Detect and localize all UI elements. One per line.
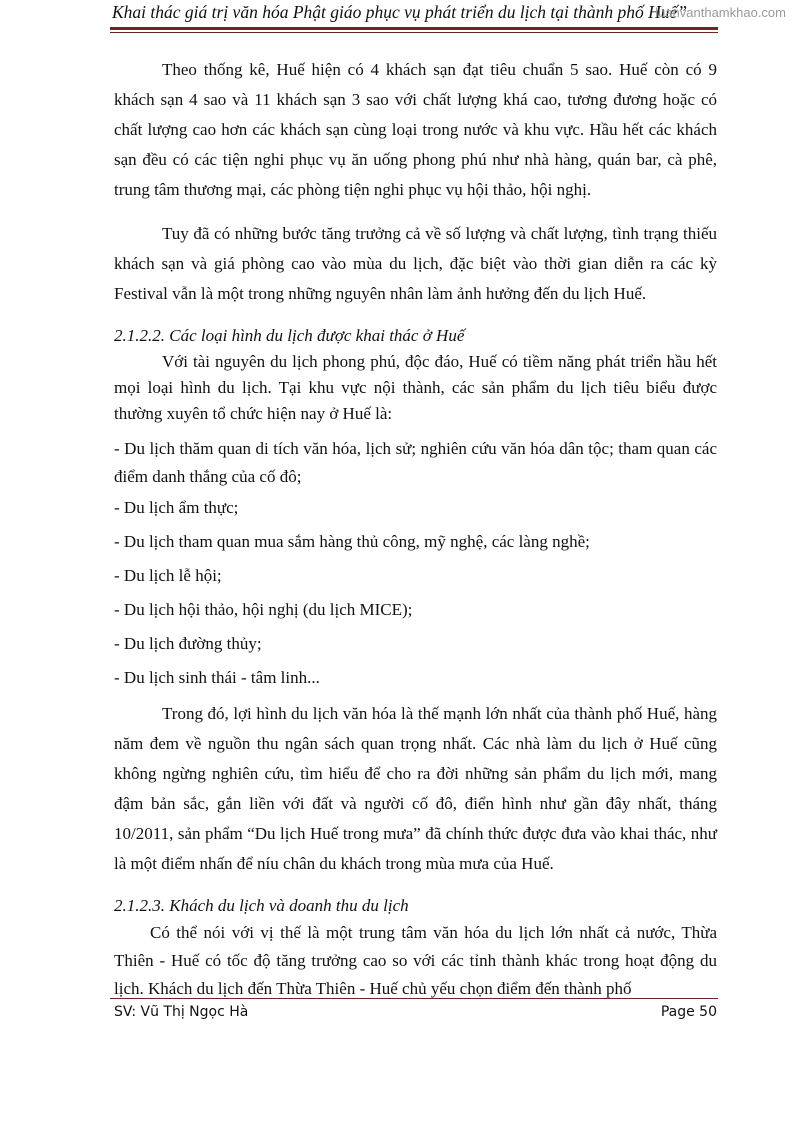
paragraph-visitors: Có thể nói với vị thế là một trung tâm văn hóa du lịch lớn nhất cả nước, Thừa Thiên - Huế có tốc độ tăng trưởng cao so với các tỉnh thành khác trong hoạt động du lịch. Khách du lịch đến Thừa Thiên - Huế chủ yếu chọn điểm đến thành phố: [114, 923, 717, 998]
list-item: - Du lịch sinh thái - tâm linh...: [114, 668, 320, 687]
footer-author: SV: Vũ Thị Ngọc Hà: [114, 1004, 249, 1020]
page-number: Page 50: [660, 1004, 717, 1020]
list-item: - Du lịch ẩm thực;: [114, 498, 239, 517]
header-rule-thin: [110, 32, 718, 33]
list-item: - Du lịch đường thủy;: [114, 634, 262, 653]
list-item: - Du lịch tham quan mua sắm hàng thủ công, mỹ nghệ, các làng nghề;: [114, 532, 590, 551]
watermark: luanvanthamkhao.com: [655, 5, 786, 20]
list-item: - Du lịch hội thảo, hội nghị (du lịch MICE);: [114, 600, 413, 619]
footer-rule: [110, 998, 718, 999]
paragraph-growth: Tuy đã có những bước tăng trưởng cả về số lượng và chất lượng, tình trạng thiếu khách sạn và giá phòng cao vào mùa du lịch, đặc biệt vào thời gian diễn ra các kỳ Festival vẫn là một trong những nguyên nhân làm ảnh hưởng đến du lịch Huế.: [114, 224, 717, 303]
paragraph-hotels: Theo thống kê, Huế hiện có 4 khách sạn đạt tiêu chuẩn 5 sao. Huế còn có 9 khách sạn 4 sao và 11 khách sạn 3 sao với chất lượng khá cao, tương đương hoặc có chất lượng cao hơn các khách sạn cùng loại trong nước và khu vực. Hầu hết các khách sạn đều có các tiện nghi phục vụ ăn uống phong phú như nhà hàng, quán bar, cà phê, trung tâm thương mại, các phòng tiện nghi phục vụ hội thảo, hội nghị.: [114, 60, 717, 199]
running-header: Khai thác giá trị văn hóa Phật giáo phục vụ phát triển du lịch tại thành phố Huế”: [112, 2, 688, 22]
paragraph-cultural-tourism: Trong đó, lợi hình du lịch văn hóa là thế mạnh lớn nhất của thành phố Huế, hàng năm đem về nguồn thu ngân sách quan trọng nhất. Các nhà làm du lịch ở Huế cũng không ngừng nghiên cứu, tìm hiểu để cho ra đời những sản phẩm du lịch mới, mang đậm bản sắc, gắn liền với đất và người cố đô, điển hình như gần đây nhất, tháng 10/2011, sản phẩm “Du lịch Huế trong mưa” đã chính thức được đưa vào khai thác, như là một điểm nhấn để níu chân du khách trong mùa mưa của Huế.: [114, 704, 717, 873]
tourism-type-list: [114, 435, 717, 695]
list-item: - Du lịch lễ hội;: [114, 566, 222, 585]
section-heading-visitors-revenue: 2.1.2.3. Khách du lịch và doanh thu du lịch: [114, 896, 409, 915]
section-heading-tourism-types: 2.1.2.2. Các loại hình du lịch được khai thác ở Huế: [114, 326, 465, 345]
list-item: - Du lịch thăm quan di tích văn hóa, lịch sử; nghiên cứu văn hóa dân tộc; tham quan các điểm danh thắng của cố đô;: [114, 439, 717, 486]
page-body: [114, 55, 717, 1003]
paragraph-tourism-intro: Với tài nguyên du lịch phong phú, độc đáo, Huế có tiềm năng phát triển hầu hết mọi loại hình du lịch. Tại khu vực nội thành, các sản phẩm du lịch tiêu biểu được thường xuyên tổ chức hiện nay ở Huế là:: [114, 352, 717, 423]
header-rule-thick: [110, 27, 718, 30]
